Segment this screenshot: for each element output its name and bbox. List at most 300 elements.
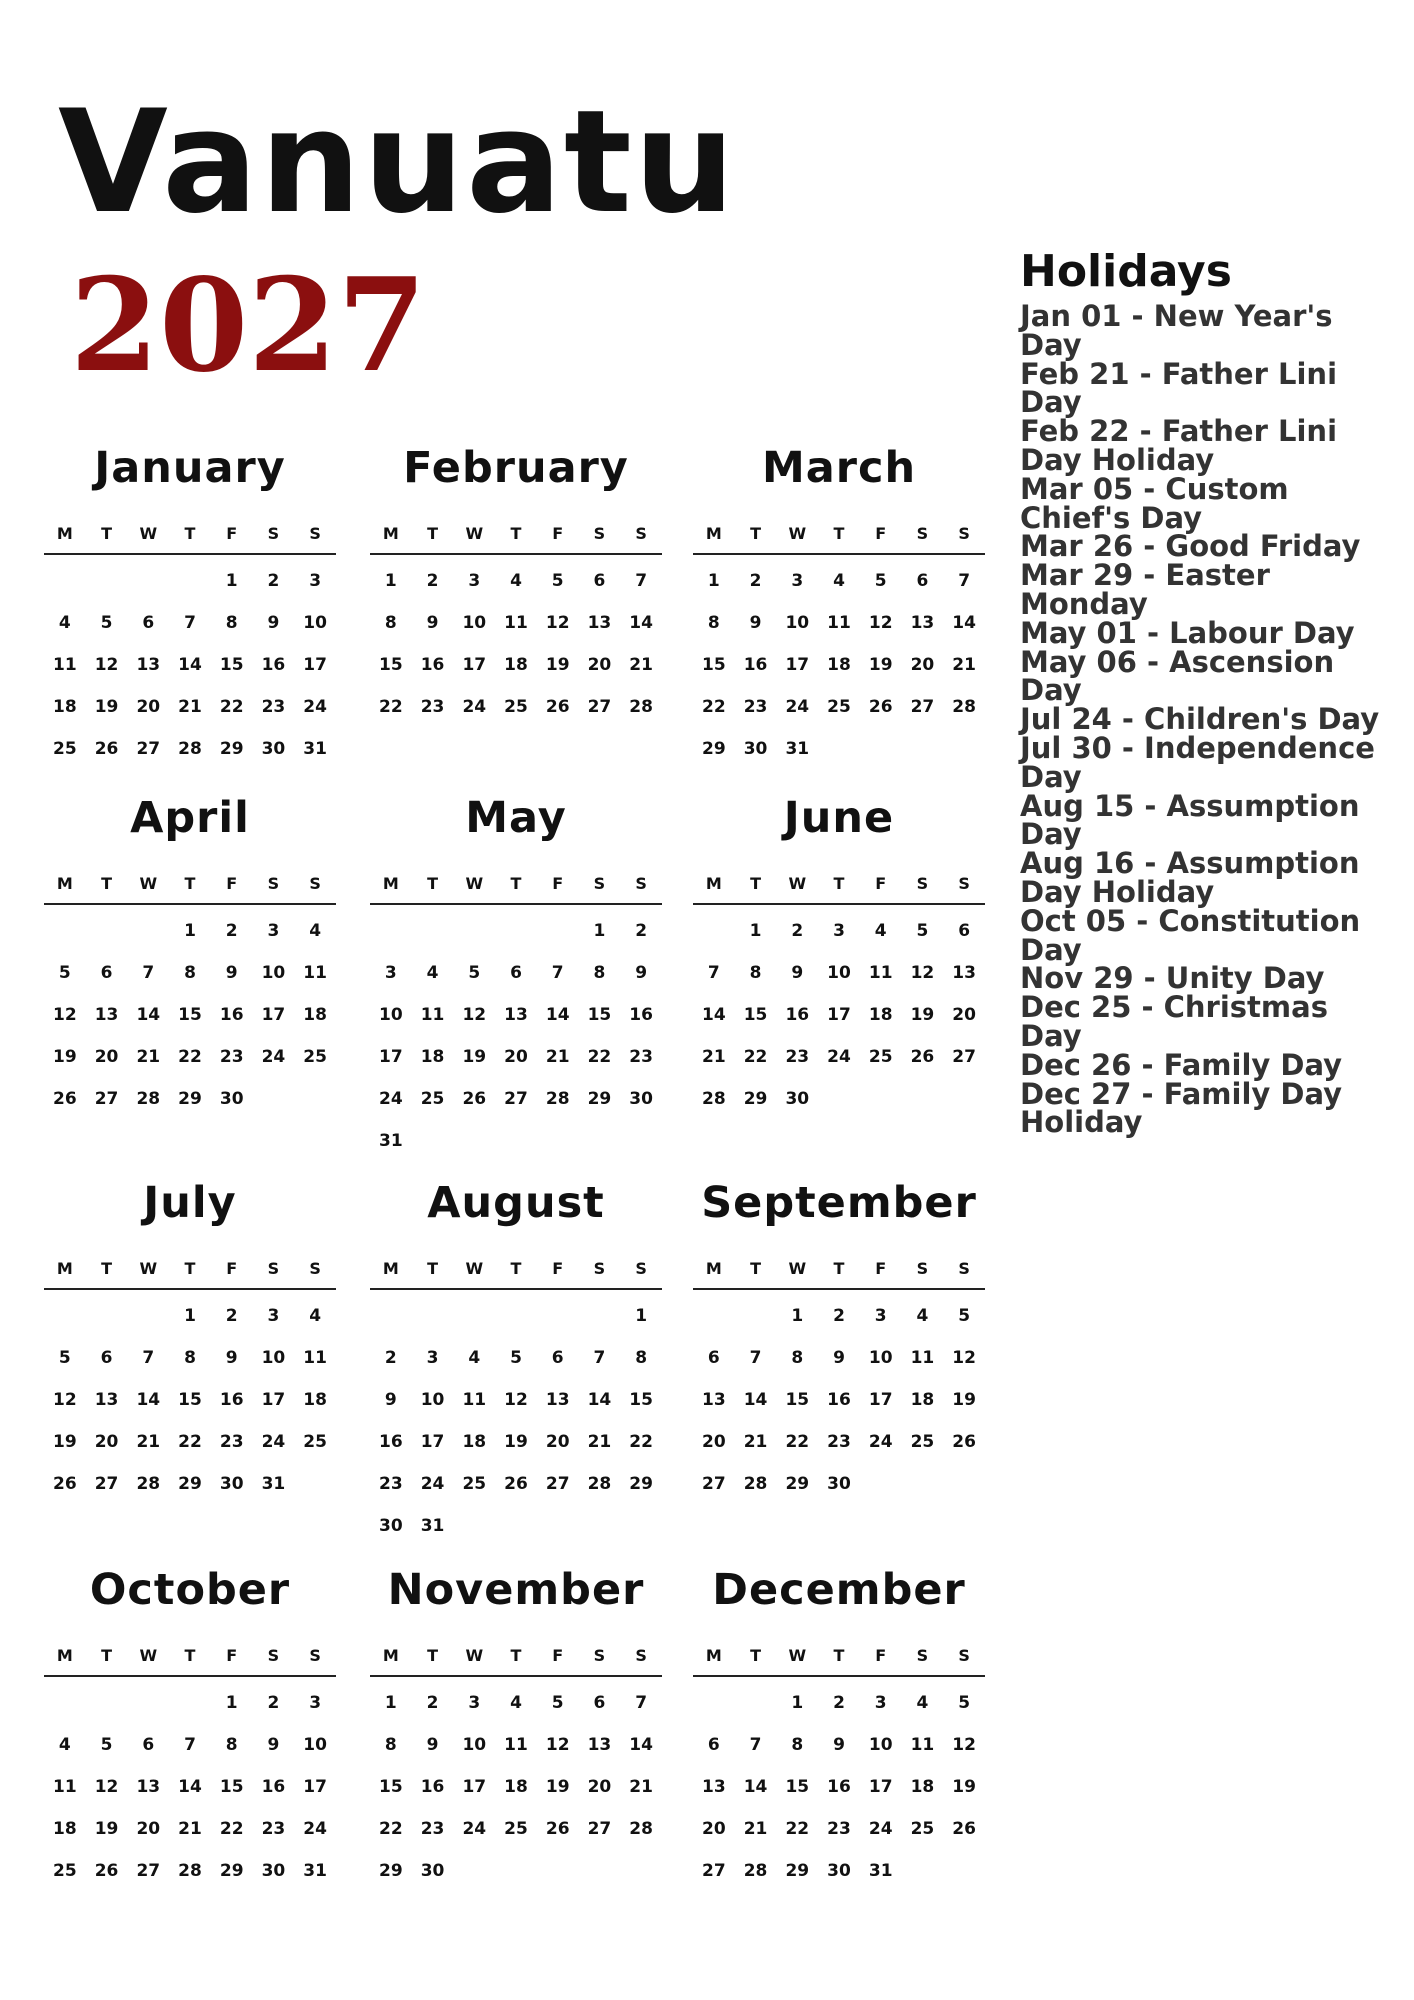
day-cell: 5 — [916, 921, 929, 941]
day-cell: 6 — [142, 1735, 155, 1755]
day-cell: 3 — [468, 1693, 481, 1713]
day-cell: 24 — [785, 697, 810, 717]
day-empty — [127, 910, 169, 952]
weekday-header — [370, 1646, 662, 1677]
day-cell: 7 — [184, 613, 196, 633]
day-cell: 6 — [958, 921, 971, 941]
month-name: November — [387, 1565, 645, 1615]
day-cell: 31 — [303, 1861, 327, 1881]
weekday-label: F — [226, 1646, 238, 1665]
holiday-line: Mar 26 - Good Friday — [1020, 529, 1361, 564]
day-cell: 3 — [791, 571, 804, 591]
day-cell: 12 — [868, 613, 893, 633]
weekday-label: F — [875, 874, 887, 893]
weekday-label: M — [382, 524, 399, 543]
day-cell: 15 — [219, 655, 244, 675]
day-cell: 18 — [303, 1390, 327, 1410]
day-cell: 9 — [833, 1348, 845, 1368]
day-cell: 15 — [702, 655, 726, 675]
day-cell: 1 — [225, 1693, 238, 1713]
day-cell: 1 — [225, 571, 238, 591]
holiday-list — [1020, 246, 1406, 1140]
holiday-line: Dec 26 - Family Day — [1020, 1047, 1343, 1082]
day-cell: 2 — [635, 921, 648, 941]
day-cell: 2 — [225, 921, 238, 941]
day-cell: 18 — [53, 697, 77, 717]
day-cell: 19 — [952, 1390, 976, 1410]
month-name: December — [712, 1565, 966, 1615]
day-cell: 2 — [833, 1693, 845, 1713]
days-grid — [693, 910, 985, 1120]
day-cell: 14 — [743, 1777, 768, 1797]
day-cell: 18 — [504, 1777, 528, 1797]
days-grid — [44, 1295, 336, 1505]
day-cell: 2 — [267, 1693, 280, 1713]
day-cell: 9 — [791, 963, 804, 983]
day-empty — [453, 910, 495, 952]
day-cell: 27 — [545, 1474, 570, 1494]
day-cell: 1 — [384, 1693, 397, 1713]
day-cell: 10 — [261, 1348, 286, 1368]
day-cell: 4 — [916, 1306, 929, 1326]
day-cell: 22 — [743, 1047, 768, 1067]
weekday-label: S — [593, 1259, 606, 1278]
day-cell: 8 — [791, 1348, 804, 1368]
day-cell: 29 — [219, 739, 244, 759]
holiday-line: Chief's Day — [1020, 500, 1203, 535]
day-cell: 2 — [384, 1348, 397, 1368]
day-cell: 24 — [462, 1819, 487, 1839]
day-cell: 8 — [707, 613, 720, 633]
day-cell: 16 — [261, 655, 286, 675]
day-cell: 9 — [426, 1735, 439, 1755]
day-cell: 19 — [952, 1777, 976, 1797]
holiday-line: Jul 24 - Children's Day — [1020, 702, 1380, 737]
day-empty — [735, 1682, 777, 1724]
day-cell: 29 — [785, 1861, 810, 1881]
day-cell: 22 — [587, 1047, 612, 1067]
day-cell: 30 — [827, 1861, 851, 1881]
day-cell: 16 — [629, 1005, 653, 1025]
holiday-line: Day — [1020, 759, 1082, 794]
day-empty — [693, 1295, 735, 1337]
holiday-item — [1020, 529, 1406, 564]
days-grid — [370, 1295, 662, 1547]
day-cell: 2 — [833, 1306, 845, 1326]
day-cell: 28 — [136, 1474, 161, 1494]
holiday-item — [1020, 644, 1406, 708]
weekday-label: T — [427, 1259, 439, 1278]
day-cell: 29 — [743, 1089, 768, 1109]
days-grid — [44, 560, 336, 770]
day-cell: 29 — [702, 739, 726, 759]
day-cell: 10 — [462, 613, 487, 633]
weekday-header — [370, 524, 662, 555]
day-cell: 1 — [184, 921, 196, 941]
day-empty — [579, 1295, 621, 1337]
day-cell: 31 — [868, 1861, 893, 1881]
day-cell: 17 — [785, 655, 810, 675]
month-name: March — [761, 443, 917, 493]
day-cell: 7 — [551, 963, 564, 983]
page-title: Vanuatu — [58, 80, 737, 245]
weekday-label: F — [552, 524, 564, 543]
weekday-label: S — [593, 874, 606, 893]
weekday-label: M — [382, 1646, 399, 1665]
holiday-item — [1020, 558, 1406, 621]
day-cell: 10 — [379, 1005, 403, 1025]
weekday-label: T — [101, 1259, 113, 1278]
weekday-label: W — [465, 1646, 484, 1665]
day-empty — [44, 560, 86, 602]
day-cell: 14 — [178, 1777, 202, 1797]
day-cell: 23 — [261, 697, 286, 717]
day-cell: 11 — [303, 963, 327, 983]
day-cell: 18 — [420, 1047, 445, 1067]
day-cell: 19 — [53, 1047, 77, 1067]
day-cell: 27 — [587, 1819, 612, 1839]
day-cell: 14 — [952, 613, 976, 633]
holiday-line: Dec 27 - Family Day — [1020, 1076, 1343, 1111]
day-cell: 29 — [785, 1474, 810, 1494]
day-cell: 25 — [910, 1432, 935, 1452]
weekday-label: F — [875, 1259, 887, 1278]
month-name: July — [143, 1178, 237, 1228]
day-cell: 28 — [743, 1861, 768, 1881]
day-cell: 2 — [426, 571, 439, 591]
weekday-label: S — [958, 524, 970, 543]
day-cell: 25 — [504, 1819, 528, 1839]
day-cell: 14 — [587, 1390, 612, 1410]
day-empty — [86, 1295, 128, 1337]
day-cell: 2 — [225, 1306, 238, 1326]
day-cell: 24 — [261, 1432, 286, 1452]
day-cell: 25 — [462, 1474, 487, 1494]
day-cell: 16 — [827, 1390, 851, 1410]
month-march — [693, 438, 985, 770]
day-cell: 9 — [225, 1348, 238, 1368]
day-cell: 5 — [58, 1348, 71, 1368]
day-cell: 15 — [178, 1005, 202, 1025]
day-cell: 4 — [58, 613, 71, 633]
weekday-label: T — [184, 1646, 196, 1665]
day-cell: 10 — [261, 963, 286, 983]
day-cell: 22 — [178, 1432, 202, 1452]
day-cell: 21 — [545, 1047, 570, 1067]
day-cell: 28 — [545, 1089, 570, 1109]
weekday-label: S — [309, 524, 321, 543]
holiday-line: Mar 29 - Easter — [1020, 558, 1270, 593]
day-cell: 20 — [702, 1432, 726, 1452]
holiday-line: May 06 - Ascension — [1020, 644, 1335, 679]
day-cell: 3 — [309, 571, 322, 591]
day-cell: 7 — [707, 963, 720, 983]
day-cell: 18 — [910, 1777, 935, 1797]
day-cell: 24 — [868, 1432, 893, 1452]
day-cell: 9 — [384, 1390, 397, 1410]
day-cell: 9 — [833, 1735, 845, 1755]
day-cell: 14 — [702, 1005, 726, 1025]
day-cell: 19 — [462, 1047, 487, 1067]
day-cell: 12 — [952, 1735, 976, 1755]
holiday-line: Day — [1020, 1018, 1082, 1053]
holiday-item — [1020, 471, 1406, 535]
weekday-label: S — [635, 1259, 647, 1278]
day-cell: 8 — [593, 963, 606, 983]
day-empty — [370, 910, 412, 952]
day-cell: 10 — [868, 1735, 893, 1755]
day-cell: 29 — [219, 1861, 244, 1881]
day-cell: 28 — [702, 1089, 726, 1109]
day-cell: 13 — [94, 1005, 119, 1025]
day-cell: 30 — [379, 1516, 403, 1536]
day-cell: 30 — [261, 1861, 286, 1881]
day-cell: 1 — [593, 921, 606, 941]
day-cell: 30 — [420, 1861, 445, 1881]
weekday-label: W — [788, 1646, 807, 1665]
day-cell: 8 — [749, 963, 762, 983]
holiday-item — [1020, 702, 1406, 737]
weekday-label: T — [750, 874, 762, 893]
day-cell: 11 — [910, 1735, 935, 1755]
day-cell: 8 — [225, 1735, 238, 1755]
holiday-line: Monday — [1020, 586, 1148, 621]
day-cell: 9 — [267, 1735, 280, 1755]
day-cell: 5 — [100, 1735, 113, 1755]
day-cell: 2 — [749, 571, 762, 591]
days-grid — [44, 910, 336, 1120]
day-cell: 26 — [952, 1819, 976, 1839]
day-empty — [537, 910, 579, 952]
day-cell: 10 — [785, 613, 810, 633]
days-grid — [370, 560, 662, 728]
day-cell: 31 — [379, 1131, 403, 1151]
day-empty — [537, 1295, 579, 1337]
day-cell: 6 — [551, 1348, 564, 1368]
day-cell: 12 — [545, 1735, 570, 1755]
weekday-label: S — [309, 874, 321, 893]
day-cell: 16 — [743, 655, 768, 675]
holiday-line: Day — [1020, 673, 1082, 708]
day-cell: 27 — [136, 1861, 161, 1881]
month-november — [370, 1560, 662, 1892]
day-cell: 27 — [910, 697, 935, 717]
day-cell: 3 — [874, 1306, 887, 1326]
calendar-year: 2027 — [70, 251, 427, 401]
day-cell: 6 — [707, 1348, 720, 1368]
day-empty — [453, 1295, 495, 1337]
day-cell: 7 — [142, 963, 155, 983]
weekday-label: T — [510, 874, 522, 893]
day-cell: 18 — [53, 1819, 77, 1839]
weekday-label: T — [833, 1646, 845, 1665]
weekday-label: M — [56, 874, 73, 893]
day-cell: 24 — [462, 697, 487, 717]
day-cell: 6 — [510, 963, 522, 983]
weekday-label: T — [427, 874, 439, 893]
weekday-label: S — [309, 1259, 321, 1278]
month-name: April — [130, 793, 250, 843]
day-cell: 3 — [267, 921, 280, 941]
day-cell: 11 — [53, 1777, 77, 1797]
day-cell: 1 — [184, 1306, 196, 1326]
weekday-header — [693, 1646, 985, 1677]
day-cell: 12 — [462, 1005, 487, 1025]
day-cell: 16 — [785, 1005, 810, 1025]
weekday-label: S — [593, 524, 606, 543]
day-cell: 23 — [420, 697, 445, 717]
day-cell: 22 — [219, 697, 244, 717]
weekday-label: S — [309, 1646, 321, 1665]
day-cell: 26 — [545, 697, 570, 717]
day-cell: 19 — [53, 1432, 77, 1452]
weekday-label: W — [139, 874, 158, 893]
day-cell: 13 — [702, 1777, 726, 1797]
weekday-label: M — [56, 1646, 73, 1665]
day-cell: 8 — [184, 1348, 196, 1368]
month-july — [44, 1173, 336, 1505]
weekday-label: M — [705, 1646, 722, 1665]
weekday-label: T — [750, 524, 762, 543]
day-cell: 17 — [462, 655, 487, 675]
day-cell: 9 — [635, 963, 648, 983]
weekday-label: W — [139, 1259, 158, 1278]
weekday-label: F — [226, 524, 238, 543]
day-cell: 25 — [827, 697, 851, 717]
day-cell: 21 — [702, 1047, 726, 1067]
day-cell: 29 — [178, 1089, 202, 1109]
day-cell: 7 — [958, 571, 971, 591]
holiday-line: Oct 05 - Constitution — [1020, 903, 1361, 938]
holiday-item — [1020, 299, 1406, 362]
day-cell: 23 — [219, 1432, 244, 1452]
day-cell: 18 — [868, 1005, 893, 1025]
month-april — [44, 788, 336, 1120]
day-cell: 8 — [791, 1735, 804, 1755]
day-cell: 10 — [827, 963, 851, 983]
day-cell: 2 — [426, 1693, 439, 1713]
day-cell: 18 — [910, 1390, 935, 1410]
day-cell: 28 — [136, 1089, 161, 1109]
holiday-line: Jul 30 - Independence — [1020, 730, 1375, 765]
weekday-label: T — [184, 874, 196, 893]
days-grid — [693, 560, 985, 770]
day-cell: 27 — [94, 1089, 119, 1109]
day-cell: 17 — [261, 1390, 286, 1410]
day-cell: 11 — [53, 655, 77, 675]
weekday-label: F — [226, 1259, 238, 1278]
day-cell: 20 — [587, 655, 612, 675]
day-cell: 12 — [53, 1390, 77, 1410]
day-cell: 21 — [587, 1432, 612, 1452]
day-cell: 15 — [743, 1005, 768, 1025]
day-cell: 23 — [261, 1819, 286, 1839]
holiday-items — [1020, 299, 1406, 1140]
day-cell: 6 — [593, 571, 606, 591]
day-cell: 15 — [219, 1777, 244, 1797]
day-cell: 3 — [874, 1693, 887, 1713]
holiday-line: Feb 21 - Father Lini — [1020, 356, 1338, 391]
day-empty — [169, 1682, 211, 1724]
day-cell: 2 — [791, 921, 804, 941]
day-cell: 28 — [587, 1474, 612, 1494]
day-cell: 24 — [868, 1819, 893, 1839]
day-cell: 5 — [510, 1348, 522, 1368]
day-cell: 6 — [100, 963, 113, 983]
day-cell: 27 — [94, 1474, 119, 1494]
day-cell: 17 — [462, 1777, 487, 1797]
day-cell: 15 — [587, 1005, 612, 1025]
holiday-item — [1020, 788, 1406, 852]
day-cell: 4 — [874, 921, 887, 941]
day-cell: 30 — [629, 1089, 653, 1109]
month-name: January — [94, 443, 286, 493]
day-cell: 16 — [827, 1777, 851, 1797]
day-cell: 23 — [379, 1474, 403, 1494]
month-december — [693, 1560, 985, 1892]
day-cell: 7 — [635, 571, 648, 591]
day-empty — [169, 560, 211, 602]
day-cell: 27 — [136, 739, 161, 759]
day-cell: 26 — [545, 1819, 570, 1839]
weekday-label: F — [875, 524, 887, 543]
day-cell: 25 — [868, 1047, 893, 1067]
weekday-label: T — [750, 1646, 762, 1665]
day-cell: 29 — [379, 1861, 403, 1881]
weekday-label: W — [465, 524, 484, 543]
day-cell: 1 — [791, 1306, 804, 1326]
weekday-label: M — [705, 1259, 722, 1278]
day-empty — [127, 560, 169, 602]
day-cell: 4 — [309, 921, 322, 941]
day-cell: 15 — [379, 655, 403, 675]
day-empty — [44, 1295, 86, 1337]
weekday-label: W — [465, 1259, 484, 1278]
day-cell: 12 — [94, 1777, 119, 1797]
day-cell: 10 — [868, 1348, 893, 1368]
weekday-label: S — [635, 524, 647, 543]
day-cell: 25 — [303, 1047, 327, 1067]
day-cell: 5 — [958, 1306, 971, 1326]
day-cell: 17 — [261, 1005, 286, 1025]
day-cell: 21 — [743, 1432, 768, 1452]
days-grid — [370, 1682, 662, 1892]
weekday-label: S — [958, 874, 970, 893]
holiday-line: Day Holiday — [1020, 442, 1215, 477]
day-cell: 20 — [504, 1047, 528, 1067]
day-cell: 14 — [629, 1735, 653, 1755]
day-cell: 13 — [587, 1735, 612, 1755]
day-cell: 8 — [384, 613, 397, 633]
day-cell: 30 — [785, 1089, 810, 1109]
day-cell: 20 — [94, 1432, 119, 1452]
day-cell: 29 — [629, 1474, 653, 1494]
day-cell: 8 — [384, 1735, 397, 1755]
day-cell: 26 — [952, 1432, 976, 1452]
day-cell: 5 — [468, 963, 481, 983]
days-grid — [370, 910, 662, 1162]
holiday-item — [1020, 1047, 1406, 1082]
day-empty — [86, 1682, 128, 1724]
day-cell: 11 — [910, 1348, 935, 1368]
weekday-header — [44, 524, 336, 555]
day-empty — [86, 560, 128, 602]
day-cell: 6 — [100, 1348, 113, 1368]
day-empty — [127, 1682, 169, 1724]
weekday-label: S — [267, 874, 280, 893]
day-cell: 6 — [916, 571, 929, 591]
day-empty — [412, 910, 454, 952]
